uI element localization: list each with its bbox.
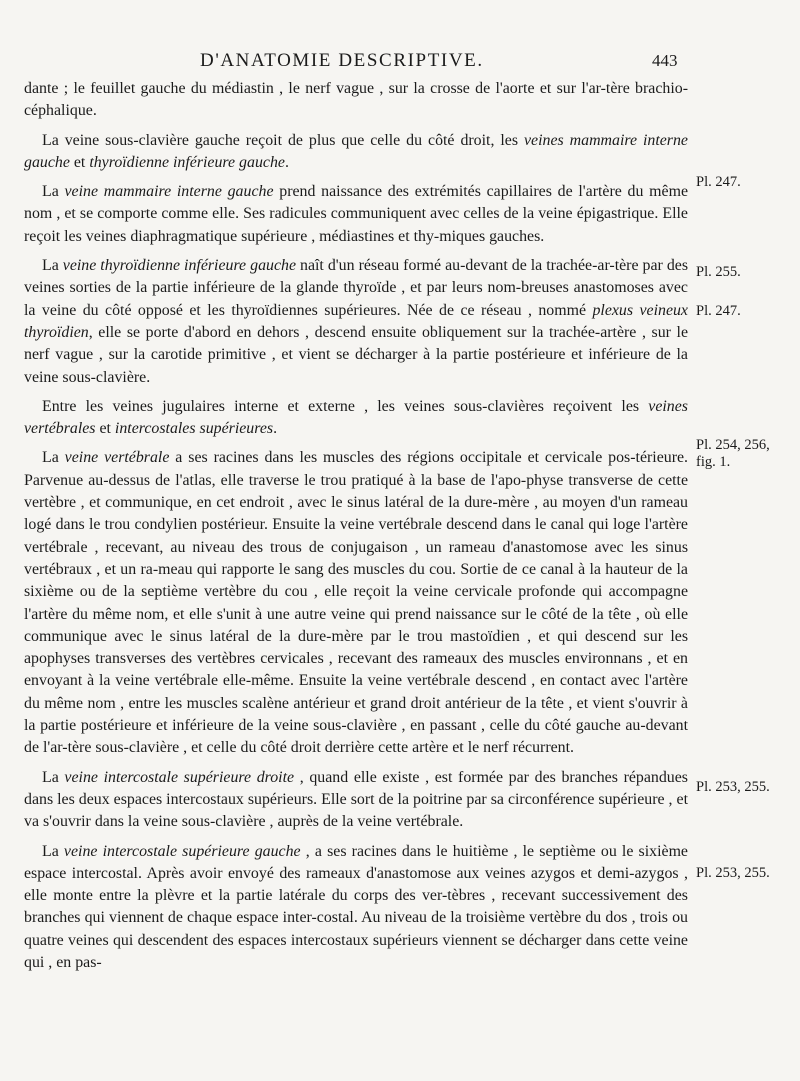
italic-term: veines vertébrales [24, 397, 688, 438]
margin-note: Pl. 247. [696, 174, 741, 190]
italic-term: veine vertébrale [64, 449, 170, 467]
margin-note: fig. 1. [696, 454, 731, 470]
text-run: dante ; le feuillet gauche du médiastin , le nerf vague , sur la crosse de l'aorte et sur l'ar-tère brachio-céphalique. [24, 80, 688, 120]
paragraph-intercostale-droite [24, 767, 688, 834]
body-text [24, 78, 688, 981]
text-run: et [95, 420, 115, 438]
page-number: 443 [652, 51, 678, 70]
italic-term: plexus veineux thyroïdien [24, 301, 688, 341]
paragraph-veine-sous-claviere [24, 130, 688, 175]
margin-note: Pl. 254, 256, [696, 437, 770, 453]
italic-term: intercostales supérieures [114, 420, 274, 438]
italic-term: veines mammaire interne gauche [24, 131, 688, 171]
text-run: . [284, 153, 289, 171]
italic-term: veine intercostale supérieure gauche [63, 842, 301, 860]
text-run: naît d'un réseau formé au-devant de la trachée-ar-tère par des veines sorties de la partie inférieure de la glande thyroïde , et par leurs nom-breuses anastomoses avec la veine du côté opposé et les thyroïdiennes supérieures. Née de ce réseau , nommé [24, 257, 689, 319]
paragraph-continuation [24, 78, 688, 123]
text-run: Entre les veines jugulaires interne et externe , les veines sous-clavières reçoivent les [42, 397, 649, 415]
text-run: La [42, 449, 65, 467]
margin-note: Pl. 247. [696, 303, 741, 319]
text-run: . [273, 420, 278, 438]
paragraph-veine-mammaire [24, 181, 688, 248]
italic-term: thyroïdienne inférieure gauche [89, 153, 285, 171]
text-run: , quand elle existe , est formée par des branches répandues dans les deux espaces intercostaux supérieurs. Elle sort de la poitrine par sa circonférence supérieure , et va s'ouvrir dans la veine sous-clavière , auprès de la veine vertébrale. [24, 768, 688, 831]
paragraph-intercostale-gauche [24, 841, 688, 975]
text-run: , elle se porte d'abord en dehors , descend ensuite obliquement sur la trachée-artère , sur le nerf vague , sur la carotide primitive , et vient se décharger à la partie postérieure et inférieure de la veine sous-clavière. [24, 323, 688, 386]
italic-term: veine mammaire interne gauche [64, 183, 274, 201]
text-run: La [42, 183, 65, 201]
italic-term: veine thyroïdienne inférieure gauche [62, 257, 297, 275]
margin-note: Pl. 253, 255. [696, 779, 770, 795]
paragraph-veine-thyroidienne [24, 255, 688, 389]
margin-note: Pl. 255. [696, 264, 741, 280]
text-run: prend naissance des extrémités capillaires de l'artère du même nom , et se comporte comme elle. Ses radicules communiquent avec celles de la veine épigastrique. Elle reçoit les veines diaphragmatique supérieure , médiastines et thy-miques gauches. [24, 183, 689, 245]
margin-note: Pl. 253, 255. [696, 865, 770, 881]
running-head: D'ANATOMIE DESCRIPTIVE. [200, 50, 484, 71]
text-run: , a ses racines dans le huitième , le septième ou le sixième espace intercostal. Après avoir envoyé des rameaux d'anastomose aux veines azygos et demi-azygos , elle monte entre la plèvre et la partie latérale du corps des ver-tèbres , recevant successivement des branches qui viennent de chaque espace inter-costal. Au niveau de la troisième vertèbre du dos , trois ou quatre veines qui descendent des espaces intercostaux supérieurs viennent se décharger dans cette veine qui , en pas- [24, 842, 688, 971]
text-run: La veine sous-clavière gauche reçoit de plus que celle du côté droit, les [42, 131, 524, 149]
text-run: La [42, 768, 65, 786]
text-run: La [42, 257, 63, 275]
text-run: a ses racines dans les muscles des régions occipitale et cervicale pos-térieure. Parvenue au-dessus de l'atlas, elle traverse le trou pratiqué à la base de l'apo-physe transverse de cette vertèbre , et communique, en cet endroit , avec le sinus latéral de la dure-mère , au moyen d'un rameau logé dans le trou condylien postérieur. Ensuite la veine vertébrale descend dans le canal qui loge l'artère vertébrale , recevant, au niveau des trous de conjugaison , un rameau d'anastomose avec les sinus vertébraux , et un ra-meau qui rapporte le sang des muscles du cou. Sortie de ce canal à la hauteur de la sixième ou de la septième vertèbre du cou , elle reçoit la veine cervicale profonde qui accompagne l'artère du même nom, et elle s'unit à une autre veine qui prend naissance sur le côté de la tête , où elle communique avec le sinus latéral de la dure-mère par le trou mastoïdien , et qui descend sur les apophyses transverses des vertèbres cervicales , recevant des rameaux des muscles environnans , et en envoyant à la veine vertébrale elle-même. Ensuite la veine vertébrale descend , en contact avec l'artère du même nom , entre les muscles scalène antérieur et grand droit antérieur de la tête , et vient s'ouvrir à la partie postérieure et inférieure de la veine sous-clavière , en passant , celle du côté gauche au-devant de l'ar-tère sous-clavière , et celle du côté droit derrière cette artère et le nerf récurrent. [24, 449, 689, 757]
paragraph-veine-vertebrale [24, 447, 688, 759]
paragraph-jugulaires [24, 396, 688, 441]
text-run: La [42, 842, 64, 860]
page-header [0, 50, 800, 74]
text-run: et [69, 153, 90, 171]
italic-term: veine intercostale supérieure droite [64, 768, 295, 786]
